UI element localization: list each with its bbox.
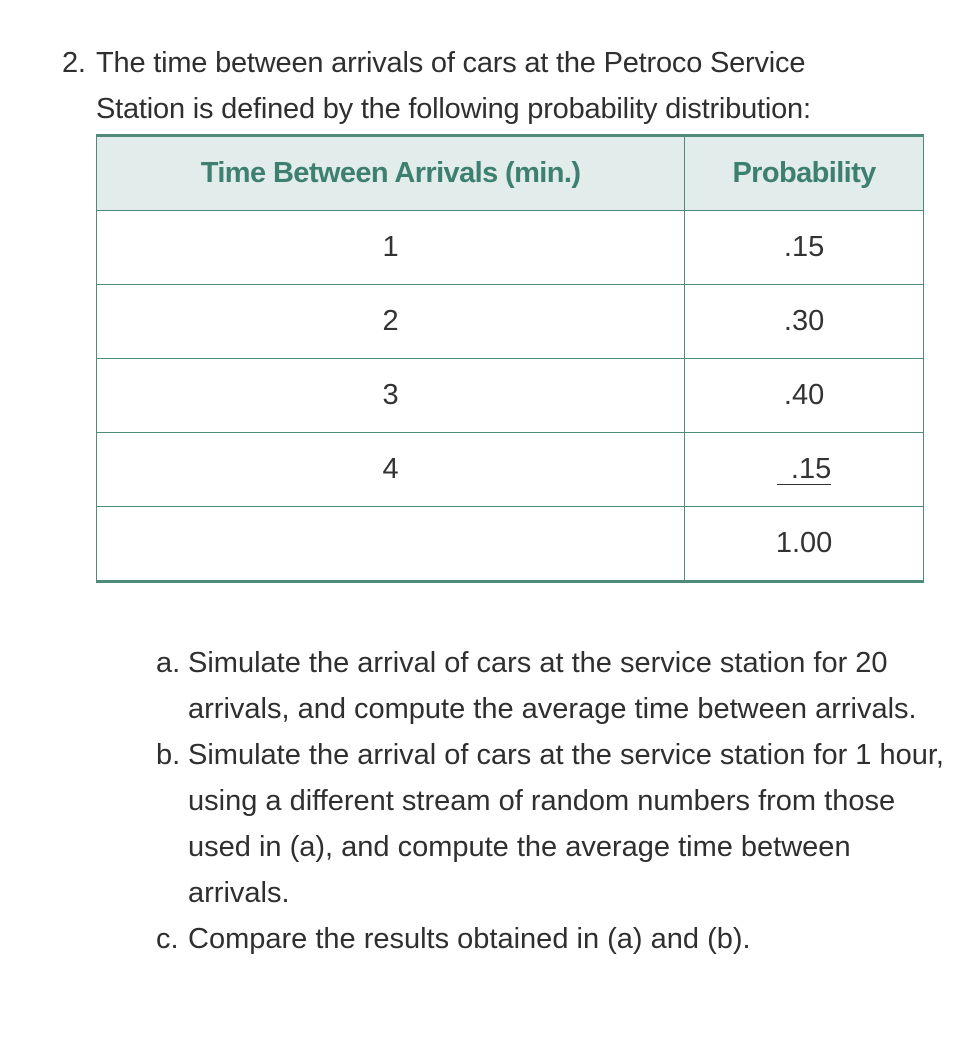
table-row — [97, 359, 924, 433]
underlined-probability-value: .15 — [777, 454, 831, 485]
sub-question-letter: a. — [156, 647, 181, 679]
cell-time: 4 — [97, 433, 685, 507]
header-time-between-arrivals: Time Between Arrivals (min.) — [97, 136, 685, 211]
cell-probability: .30 — [685, 285, 924, 359]
sub-question-a — [156, 640, 946, 732]
cell-probability-underlined — [685, 433, 924, 507]
table-row — [97, 433, 924, 507]
probability-distribution-table — [96, 134, 924, 583]
sub-question-letter: c. — [156, 923, 179, 955]
table-row — [97, 285, 924, 359]
cell-probability: .40 — [685, 359, 924, 433]
cell-time: 1 — [97, 211, 685, 285]
sub-question-text: Simulate the arrival of cars at the service station for 1 hour, using a different stream of random numbers from those used in (a), and compute the average time between arrivals. — [188, 739, 944, 909]
cell-time-empty — [97, 507, 685, 582]
sub-question-text: Compare the results obtained in (a) and (b). — [188, 923, 751, 955]
header-probability: Probability — [685, 136, 924, 211]
sub-question-c — [156, 916, 946, 962]
sub-question-letter: b. — [156, 739, 181, 771]
cell-time: 3 — [97, 359, 685, 433]
table-total-row — [97, 507, 924, 582]
table-header-row — [97, 136, 924, 211]
sub-question-text: Simulate the arrival of cars at the service station for 20 arrivals, and compute the average time between arrivals. — [188, 647, 917, 725]
cell-time: 2 — [97, 285, 685, 359]
cell-probability-total: 1.00 — [685, 507, 924, 582]
problem-number: 2. — [62, 47, 86, 79]
problem-text-line-1: The time between arrivals of cars at the Petroco Service — [96, 47, 806, 79]
sub-questions-list — [156, 640, 946, 962]
problem-statement-line-2 — [96, 86, 811, 132]
problem-text-line-2: Station is defined by the following probability distribution: — [96, 93, 811, 125]
problem-statement-line-1 — [62, 40, 805, 86]
cell-probability: .15 — [685, 211, 924, 285]
sub-question-b — [156, 732, 946, 916]
table-row — [97, 211, 924, 285]
